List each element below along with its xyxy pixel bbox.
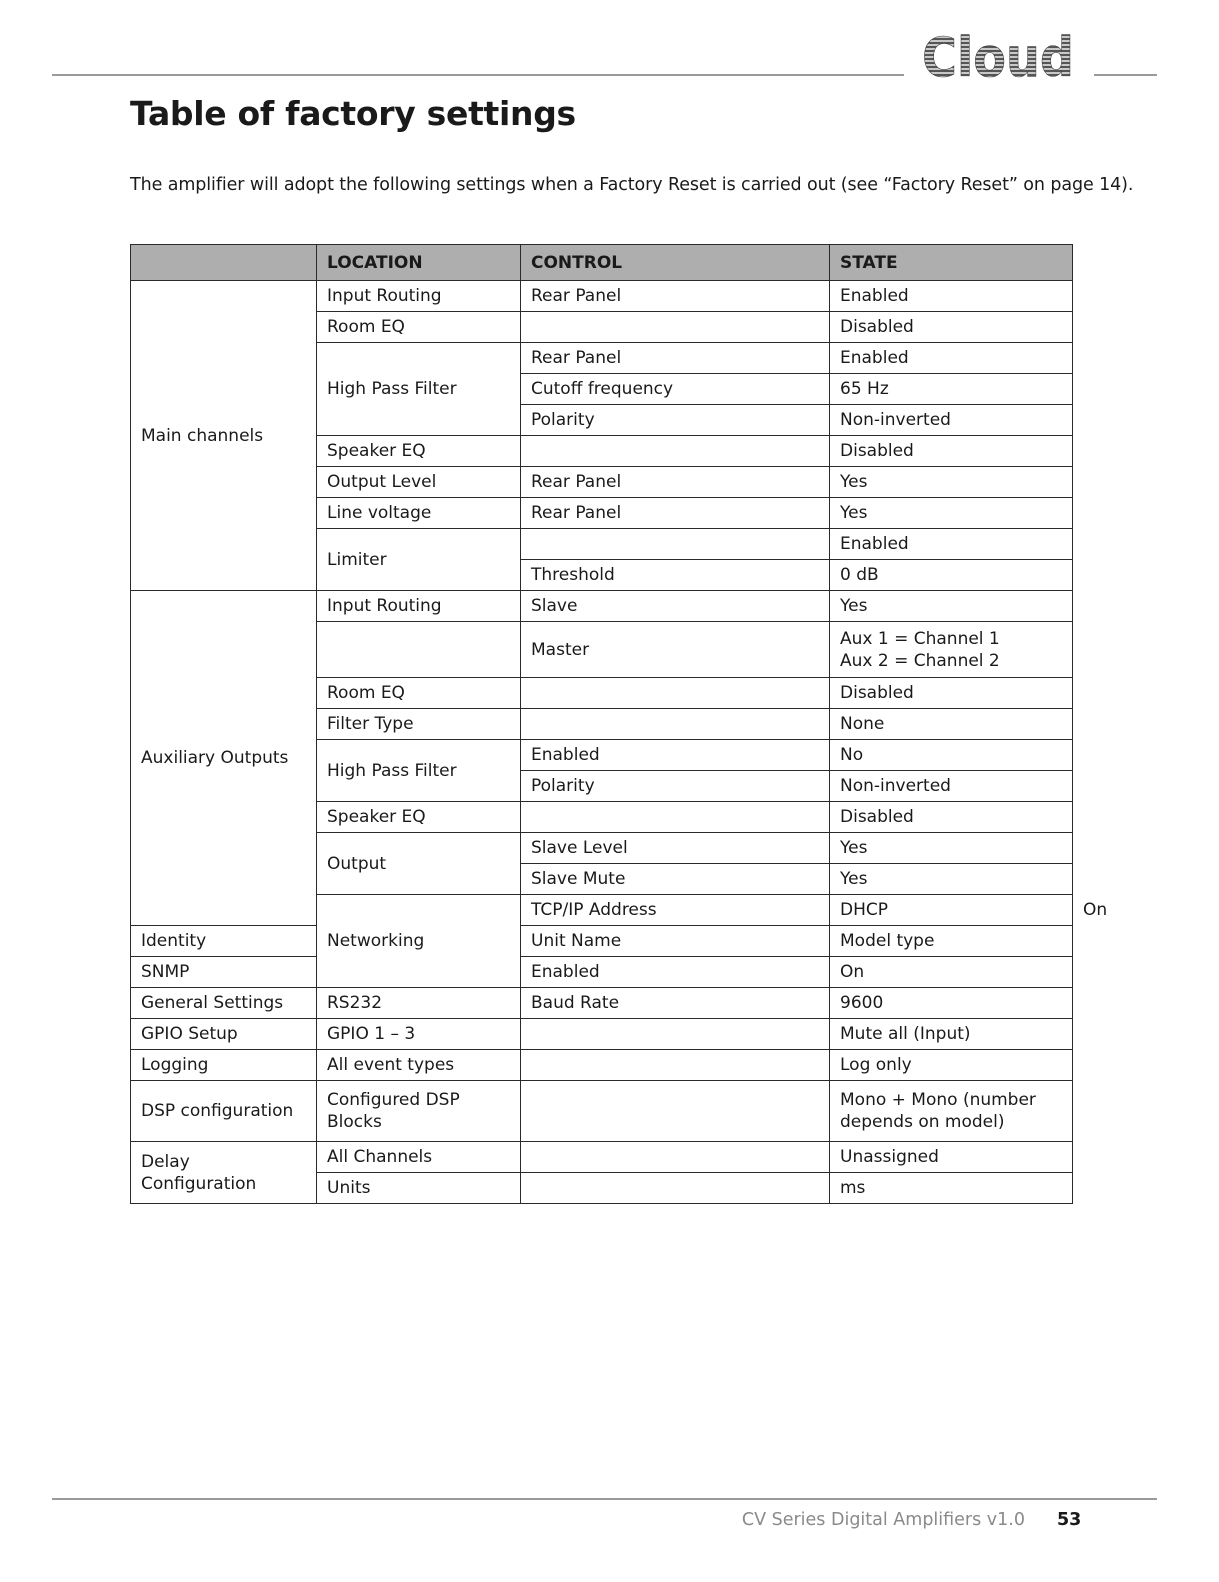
location-cell: Line voltage [317,498,521,529]
state-cell: Yes [830,498,1073,529]
state-cell: Yes [830,467,1073,498]
footer-doc-title: CV Series Digital Amplifiers v1.0 [741,1510,1025,1530]
control-cell: Slave [521,591,830,622]
state-cell: Non-inverted [830,771,1073,802]
state-cell: Enabled [830,343,1073,374]
table-row [131,988,1073,1019]
table-row [131,926,1073,957]
state-cell: Yes [830,833,1073,864]
state-cell: Disabled [830,678,1073,709]
control-cell [521,1019,830,1050]
control-cell: Enabled [521,957,830,988]
state-cell: Yes [830,591,1073,622]
control-cell: Slave Level [521,833,830,864]
control-cell: Enabled [521,740,830,771]
state-cell: Model type [830,926,1073,957]
location-cell: Limiter [317,529,521,591]
control-cell: Master [521,622,830,678]
control-cell [521,709,830,740]
page-title: Table of factory settings [130,94,576,133]
control-cell: Baud Rate [521,988,830,1019]
control-cell: Rear Panel [521,498,830,529]
header-state: STATE [830,245,1073,281]
state-cell: Yes [830,864,1073,895]
intro-paragraph: The amplifier will adopt the following settings when a Factory Reset is carried out (see “Factory Reset” on page 14). [130,175,1134,195]
header-rule-right [1094,74,1157,76]
location-cell: Filter Type [317,709,521,740]
group-logging: Logging [131,1050,317,1081]
group-gpio-setup: GPIO Setup [131,1019,317,1050]
factory-settings-table [130,244,1108,1204]
control-cell [521,802,830,833]
location-cell: Speaker EQ [317,802,521,833]
table-row [131,957,1073,988]
location-cell: All Channels [317,1142,521,1173]
location-cell: TCP/IP Address [521,895,830,926]
state-line: Aux 2 = Channel 2 [840,650,1000,671]
table-row: Networking TCP/IP Address DHCP On [131,895,1073,926]
location-cell: Speaker EQ [317,436,521,467]
cloud-logo [918,30,1078,82]
state-cell: Disabled [830,802,1073,833]
group-auxiliary-outputs: Auxiliary Outputs [131,591,317,926]
state-cell: No [830,740,1073,771]
group-dsp-configuration: DSP configuration [131,1081,317,1142]
state-cell: ms [830,1173,1073,1204]
footer-rule [52,1498,1157,1500]
control-cell [521,529,830,560]
state-cell: 9600 [830,988,1073,1019]
location-cell: Identity [131,926,317,957]
location-cell: Room EQ [317,678,521,709]
location-cell [317,622,521,678]
control-cell: Polarity [521,405,830,436]
header-rule-left [52,74,904,76]
control-cell: Polarity [521,771,830,802]
control-cell: DHCP [830,895,1073,926]
table-row [131,1142,1073,1173]
control-cell: Cutoff frequency [521,374,830,405]
state-line: Mono + Mono (number [840,1090,1036,1110]
group-delay-configuration: Delay Configuration [131,1142,317,1204]
location-cell: Room EQ [317,312,521,343]
state-line: Aux 1 = Channel 1 [840,628,1000,649]
control-cell [521,1050,830,1081]
state-cell: None [830,709,1073,740]
header-control: CONTROL [521,245,830,281]
location-cell: High Pass Filter [317,343,521,436]
location-cell: GPIO 1 – 3 [317,1019,521,1050]
page-number: 53 [1057,1510,1082,1530]
control-cell [521,312,830,343]
state-cell: 0 dB [830,560,1073,591]
control-cell: Rear Panel [521,281,830,312]
control-cell [521,1173,830,1204]
group-networking: Networking [317,895,521,988]
location-cell: All event types [317,1050,521,1081]
table-row [131,1050,1073,1081]
control-cell: Slave Mute [521,864,830,895]
state-cell: Mute all (Input) [830,1019,1073,1050]
state-cell: Log only [830,1050,1073,1081]
location-cell: Configured DSP Blocks [317,1081,521,1142]
state-line: depends on model) [840,1112,1005,1132]
table-row [131,1081,1073,1142]
table-row [131,1019,1073,1050]
location-cell: Output [317,833,521,895]
control-cell: Unit Name [521,926,830,957]
location-cell: Input Routing [317,281,521,312]
table-row [131,281,1073,312]
table-header-row [131,245,1073,281]
group-general-settings: General Settings [131,988,317,1019]
control-cell [521,678,830,709]
state-cell: Unassigned [830,1142,1073,1173]
state-cell: Enabled [830,281,1073,312]
state-cell: Non-inverted [830,405,1073,436]
state-cell [830,1081,1073,1142]
location-cell: SNMP [131,957,317,988]
state-cell: Enabled [830,529,1073,560]
state-cell: Disabled [830,312,1073,343]
location-cell: Units [317,1173,521,1204]
group-main-channels: Main channels [131,281,317,591]
state-cell [830,622,1073,678]
control-cell: Rear Panel [521,467,830,498]
location-cell: High Pass Filter [317,740,521,802]
control-cell [521,1081,830,1142]
table-row [131,591,1073,622]
state-cell: Disabled [830,436,1073,467]
control-cell: Rear Panel [521,343,830,374]
location-cell: RS232 [317,988,521,1019]
state-cell: 65 Hz [830,374,1073,405]
control-cell: Threshold [521,560,830,591]
location-cell: Output Level [317,467,521,498]
header-location: LOCATION [317,245,521,281]
state-cell: On [830,957,1073,988]
logo-text: Cloud [922,30,1074,82]
control-cell [521,1142,830,1173]
header-group [131,245,317,281]
location-cell: Input Routing [317,591,521,622]
control-cell [521,436,830,467]
